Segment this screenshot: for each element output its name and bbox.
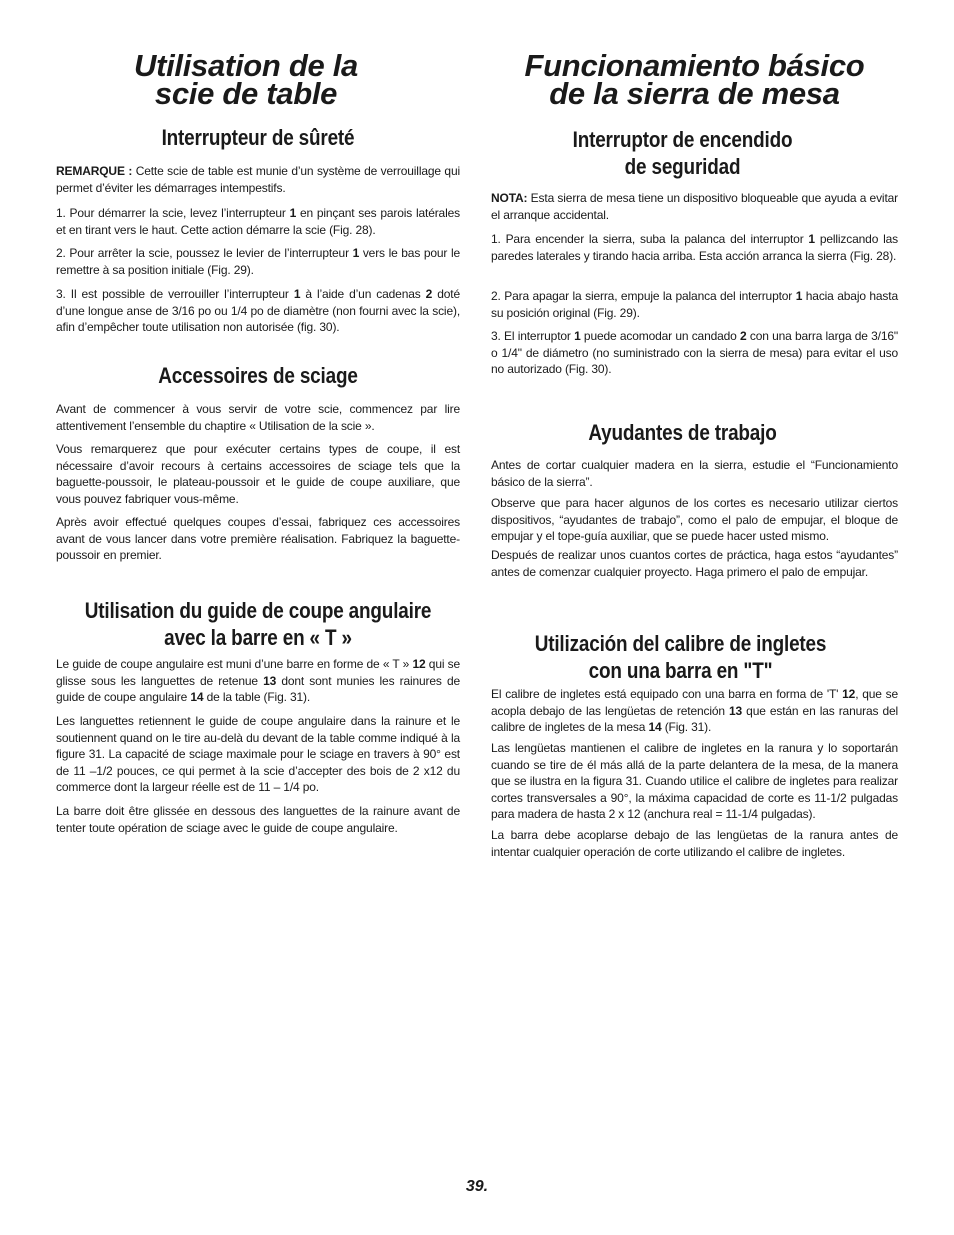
french-step-3 [56, 286, 460, 336]
step-text: 1. Pour démarrer la scie, levez l’interrupteur [56, 206, 290, 220]
spanish-title-line2: de la sierra de mesa [549, 76, 840, 111]
spanish-miter-p1 [491, 686, 898, 736]
ref-number: 2 [740, 329, 747, 343]
ref-number: 1 [289, 206, 297, 220]
note-label: REMARQUE : [56, 164, 133, 178]
step-text: 3. Il est possible de verrouiller l’interrupteur [56, 287, 294, 301]
spanish-miter-gauge-heading [505, 630, 855, 684]
step-text: doté d’une longue anse de 3/16 po ou 1/4 po de diamètre (non fourni avec la scie), afin d’empêcher toute utilisation non autorisée (fig. 30). [56, 287, 460, 335]
ref-number: 1 [795, 289, 803, 303]
step-text: en pinçant ses parois latérales et en tirant vers le haut. Cette action démarre la scie (Fig. 28). [56, 206, 460, 237]
body-text: de la table (Fig. 31). [203, 690, 311, 705]
body-text: El calibre de ingletes está equipado con una barra en forma de 'T' [491, 687, 843, 701]
body-text: que están en las ranuras del calibre de ingletes de la mesa [491, 703, 899, 735]
french-safety-switch-heading-text: Interrupteur de sûreté [161, 125, 355, 150]
step-text: 2. Pour arrêter la scie, poussez le levier de l’interrupteur [56, 246, 353, 260]
spanish-helpers-heading-text: Ayudantes de trabajo [588, 420, 777, 445]
spanish-miter-p3: La barra debe acoplarse debajo de las lengüetas de la ranura antes de intentar cualquier operación de corte utilizando el calibre de ingletes. [491, 828, 898, 859]
french-accessories-heading [84, 362, 431, 389]
spanish-title-line1: Funcionamiento básico [524, 48, 865, 83]
page-number: 39. [465, 1178, 489, 1195]
ref-number: 2 [425, 287, 433, 301]
note-label: NOTA: [491, 191, 528, 205]
spanish-step-3 [491, 328, 898, 378]
ref-number: 13 [263, 673, 277, 688]
spanish-miter-p2: Las lengüetas mantienen el calibre de ingletes en la ranura y lo soportarán cuando se tire de él más allá de la parte delantera de la mesa, de la manera que se ilustra en la figura 31. Cuando utilice el calibre de ingletes para realizar cortes transversales a 90°, la máxima capacidad de corte es 11-1/2 pulgadas para madera de hasta 2 x 12 (anchura real = 11-1/4 pulgadas). [491, 741, 898, 822]
french-step-1 [56, 205, 460, 238]
step-text: 3. El interruptor [491, 329, 575, 343]
step-text: à l’aide d’un cadenas [300, 287, 426, 301]
french-accessories-p3: Après avoir effectué quelques coupes d’essai, fabriquez ces accessoires avant de vous lancer dans votre première réalisation. Fabriquez la baguette-poussoir en premier. [56, 515, 460, 563]
body-text: (Fig. 31). [661, 720, 712, 735]
spanish-miter-heading-line1: Utilización del calibre de ingletes [534, 631, 827, 656]
ref-number: 1 [574, 329, 581, 343]
french-miter-p1 [56, 656, 460, 706]
spanish-helpers-p2: Observe que para hacer algunos de los cortes es necesario utilizar ciertos dispositivos, “ayudantes de trabajo”, como el palo de empujar, el bloque de empujar y el tope-guía auxiliar, que se puede hacer usted mismo. [491, 496, 898, 544]
spanish-step-1 [491, 231, 898, 264]
body-text: Le guide de coupe angulaire est muni d’une barre en forme de « T » [56, 657, 413, 671]
ref-number: 1 [808, 232, 815, 246]
french-step-2 [56, 245, 460, 278]
step-text: 1. Para encender la sierra, suba la palanca del interruptor [491, 232, 809, 246]
french-title-line2: scie de table [154, 76, 338, 111]
french-safety-switch-heading [84, 124, 431, 151]
french-miter-gauge-heading [77, 597, 438, 651]
spanish-note-paragraph [491, 190, 898, 223]
step-text: vers le bas pour le remettre à sa position initiale (Fig. 29). [56, 246, 460, 277]
spanish-miter-heading-line2: con una barra en "T" [588, 658, 773, 683]
ref-number: 1 [293, 287, 301, 301]
spanish-main-title [491, 48, 898, 111]
note-text: Esta sierra de mesa tiene un dispositivo bloqueable que ayuda a evitar el arranque accidental. [491, 191, 898, 222]
french-miter-heading-line2: avec la barre en « T » [164, 625, 352, 650]
spanish-safety-switch-heading [507, 126, 857, 180]
ref-number: 14 [648, 720, 662, 735]
french-main-title [44, 48, 448, 111]
ref-number: 14 [190, 690, 204, 705]
body-text: qui se glisse sous les languettes de retenue [56, 657, 461, 688]
spanish-switch-heading-line2: de seguridad [624, 154, 741, 179]
french-miter-p3: La barre doit être glissée en dessous des languettes de la rainure avant de tenter toute opération de sciage avec le guide de coupe angulaire. [56, 804, 460, 835]
french-title-line1: Utilisation de la [134, 48, 358, 83]
step-text: puede acomodar un candado [580, 329, 741, 343]
step-text: pellizcando las paredes laterales y tirando hacia arriba. Esta acción arranca la sierra (Fig. 28). [491, 232, 898, 263]
body-text: , que se acopla debajo de las lengüetas de retención [491, 687, 899, 718]
step-text: 2. Para apagar la sierra, empuje la palanca del interruptor [491, 289, 796, 303]
spanish-helpers-p3: Después de realizar unos cuantos cortes de práctica, haga estos “ayudantes” antes de comenzar cualquier proyecto. Haga primero el palo de empujar. [491, 548, 898, 579]
step-text: hacia abajo hasta su posición original (Fig. 29). [491, 289, 898, 320]
spanish-work-helpers-heading [507, 419, 857, 446]
ref-number: 12 [842, 687, 856, 701]
french-accessories-p2: Vous remarquerez que pour exécuter certains types de coupe, il est nécessaire d’avoir recours à certains accessoires de sciage tels que la baguette-poussoir, le plateau-poussoir et le guide de coupe auxiliare, que vous pouvez fabriquer vous-même. [56, 442, 460, 506]
step-text: con una barra larga de 3/16" o 1/4" de diámetro (no suministrado con la sierra de mesa) para evitar el uso no autorizado (Fig. 30). [491, 329, 899, 377]
spanish-switch-heading-line1: Interruptor de encendido [572, 127, 793, 152]
note-text: Cette scie de table est munie d’un système de verrouillage qui permet d’éviter les démarrages intempestifs. [56, 164, 460, 195]
ref-number: 13 [729, 703, 743, 718]
ref-number: 12 [412, 657, 426, 671]
body-text: dont sont munies les rainures de guide de coupe angulaire [56, 673, 460, 705]
french-note-paragraph [56, 163, 460, 196]
french-accessories-heading-text: Accessoires de sciage [158, 363, 358, 388]
spanish-step-2 [491, 288, 898, 321]
french-accessories-p1: Avant de commencer à vous servir de votre scie, commencez par lire attentivement l’ensemble du chaptire « Utilisation de la scie ». [56, 402, 460, 433]
ref-number: 1 [352, 246, 360, 260]
french-miter-heading-line1: Utilisation du guide de coupe angulaire [84, 598, 432, 623]
french-miter-p2: Les languettes retiennent le guide de coupe angulaire dans la rainure et le soutiennent quand on le tire au-delà du devant de la table comme indiqué à la figure 31. La capacité de sciage maximale pour le sciage en travers à 90° est de 11 –1/2 pouces, ce qui permet à la scie d’accepter des bois de 2 x12 du commerce dont la largeur réelle est de 11 – 1/4 po. [56, 714, 460, 795]
spanish-helpers-p1: Antes de cortar cualquier madera en la sierra, estudie el “Funcionamiento básico de la sierra”. [491, 458, 898, 489]
